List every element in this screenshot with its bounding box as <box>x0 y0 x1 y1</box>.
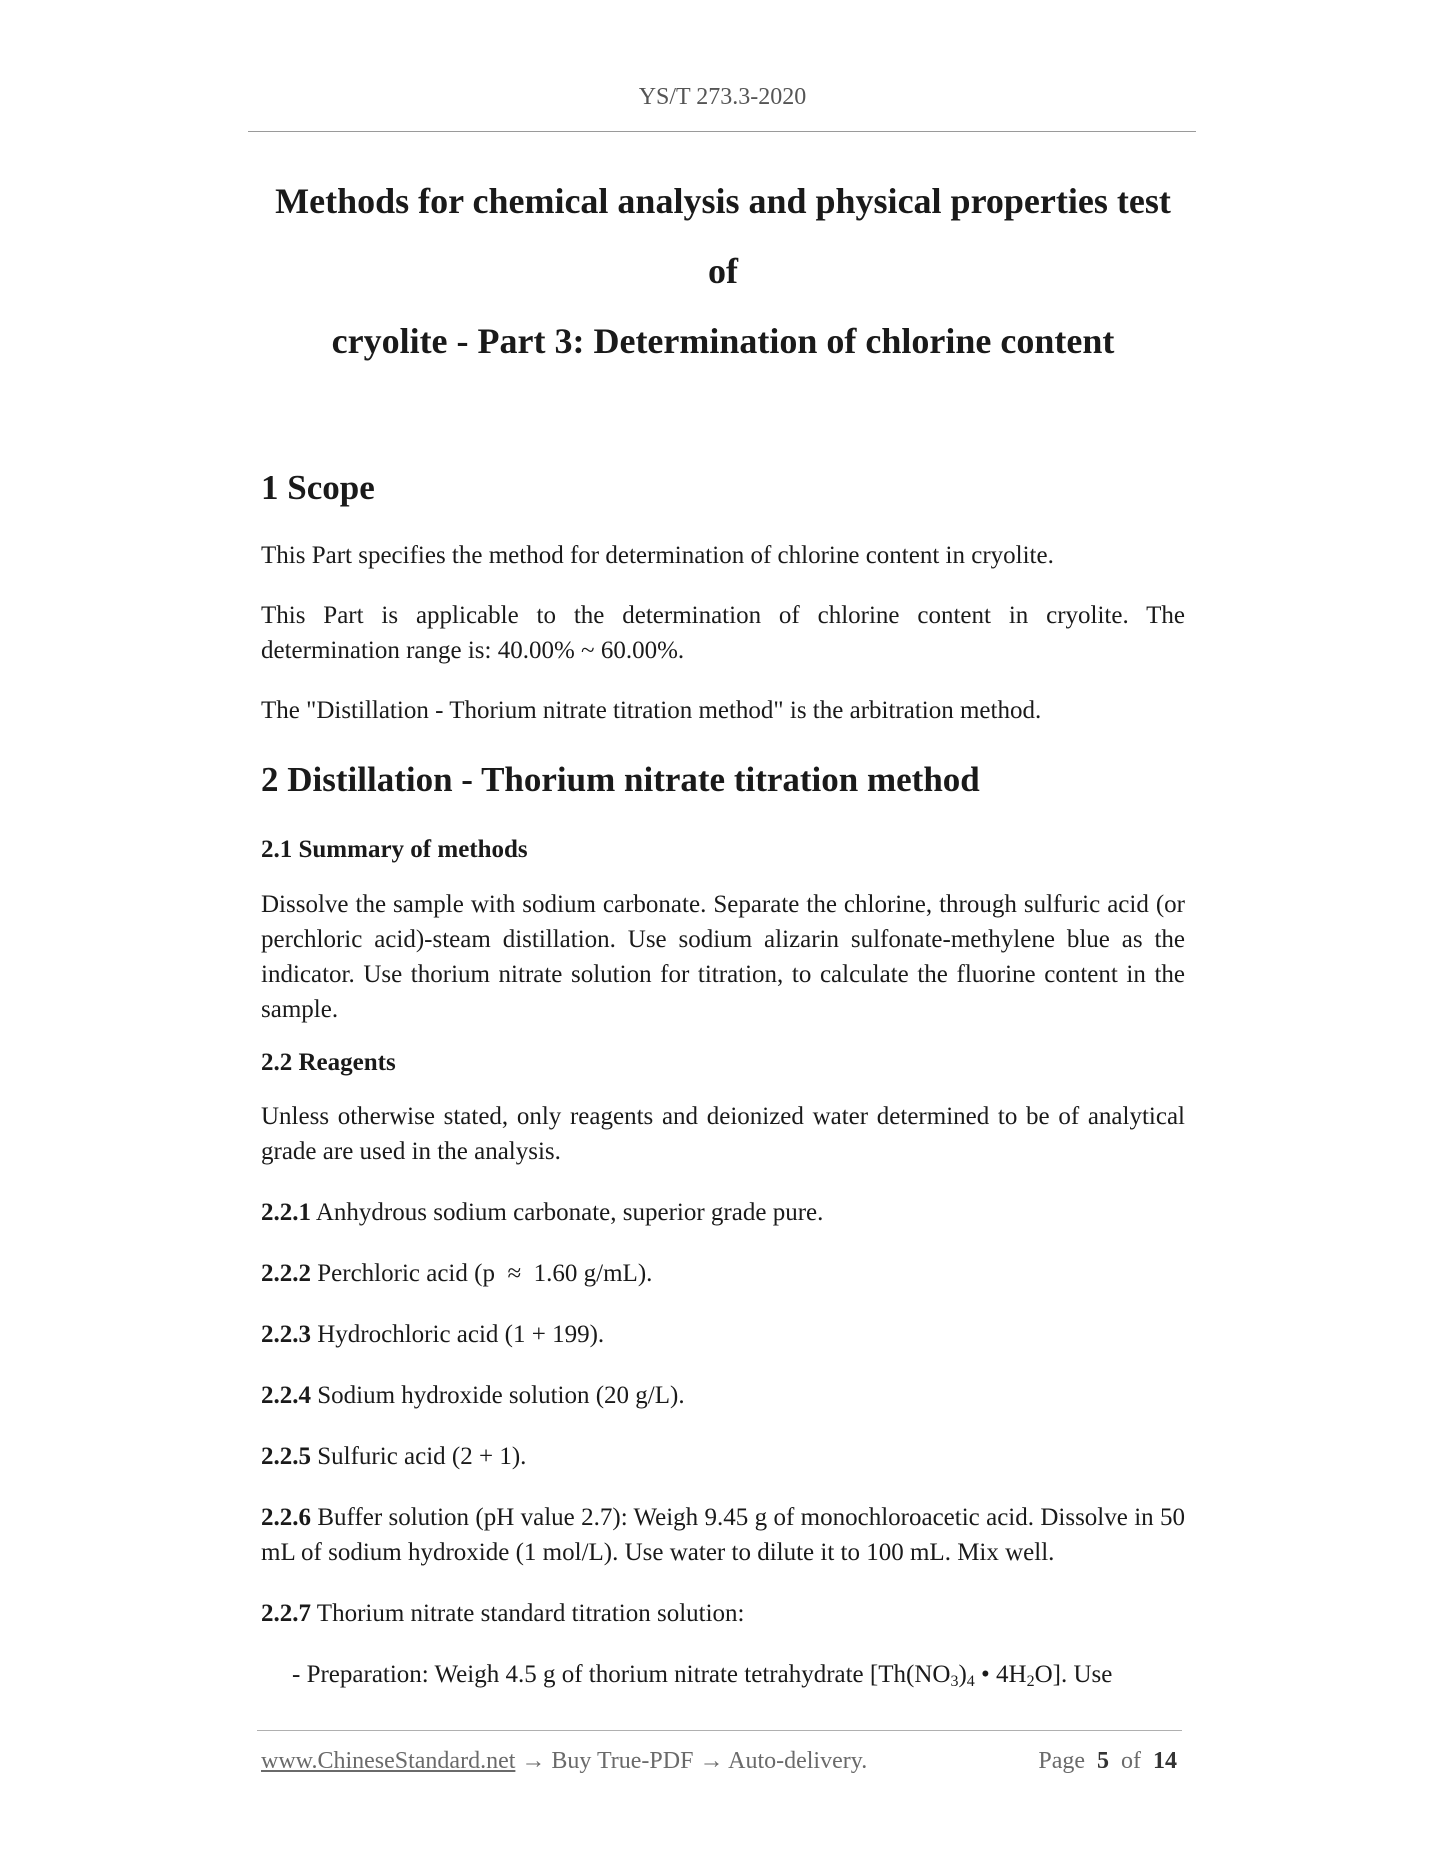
page-content <box>261 170 1185 1692</box>
reagent-item <box>261 1378 1185 1413</box>
reagent-number: 2.2.5 <box>261 1443 311 1470</box>
subscript-3: 3 <box>950 1673 959 1690</box>
of-label: of <box>1121 1748 1141 1774</box>
standard-code-header: YS/T 273.3-2020 <box>638 84 807 110</box>
title-line-1: Methods for chemical analysis and physical properties test of <box>275 181 1171 291</box>
page-indicator <box>1038 1748 1177 1775</box>
reagent-item <box>261 1500 1185 1570</box>
subscript-4: 4 <box>966 1673 975 1690</box>
scope-paragraph-1: This Part specifies the method for determination of chlorine content in cryolite. <box>261 542 1054 569</box>
footer-promo <box>261 1748 867 1775</box>
reagents-intro-paragraph: Unless otherwise stated, only reagents and deionized water determined to be of analytical grade are used in the analysis. <box>261 1103 1185 1165</box>
preparation-line <box>261 1657 1185 1692</box>
current-page-number: 5 <box>1097 1748 1109 1774</box>
section-2-1-heading: 2.1 Summary of methods <box>261 836 528 863</box>
reagent-number: 2.2.1 <box>261 1199 311 1226</box>
section-2-heading: 2 Distillation - Thorium nitrate titration method <box>261 760 980 799</box>
footer-tagline: → Buy True-PDF → Auto-delivery. <box>515 1748 868 1774</box>
preparation-text-b: ) <box>958 1661 967 1688</box>
scope-paragraph-2: This Part is applicable to the determination of chlorine content in cryolite. The determination range is: 40.00% ~ 60.00%. <box>261 602 1185 664</box>
reagent-item <box>261 1439 1185 1474</box>
total-pages: 14 <box>1153 1748 1177 1774</box>
reagent-text: Buffer solution (pH value 2.7): Weigh 9.45 g of monochloroacetic acid. Dissolve in 50 mL of sodium hydroxide (1 mol/L). Use water to dilute it to 100 mL. Mix well. <box>261 1504 1185 1566</box>
scope-paragraph-3: The "Distillation - Thorium nitrate titration method" is the arbitration method. <box>261 697 1042 724</box>
reagent-text: Sodium hydroxide solution (20 g/L). <box>311 1382 685 1409</box>
reagent-text: Anhydrous sodium carbonate, superior grade pure. <box>311 1199 824 1226</box>
reagent-text: Hydrochloric acid (1 + 199). <box>311 1321 605 1348</box>
header-divider <box>248 131 1196 132</box>
preparation-text-c: • 4H <box>974 1661 1027 1688</box>
preparation-text-d: O]. Use <box>1034 1661 1113 1688</box>
reagent-item <box>261 1596 1185 1631</box>
reagent-item <box>261 1317 1185 1352</box>
reagent-text: Sulfuric acid (2 + 1). <box>311 1443 527 1470</box>
reagent-text: Thorium nitrate standard titration solution: <box>311 1600 745 1627</box>
preparation-text-a: - Preparation: Weigh 4.5 g of thorium nitrate tetrahydrate [Th(NO <box>292 1661 951 1688</box>
reagent-number: 2.2.6 <box>261 1504 311 1531</box>
title-line-2: cryolite - Part 3: Determination of chlorine content <box>331 321 1115 361</box>
section-1-heading: 1 Scope <box>261 468 375 507</box>
reagent-number: 2.2.7 <box>261 1600 311 1627</box>
reagent-text: Perchloric acid (p ≈ 1.60 g/mL). <box>311 1260 653 1287</box>
page-label: Page <box>1038 1748 1085 1774</box>
document-title <box>261 166 1185 376</box>
reagent-number: 2.2.3 <box>261 1321 311 1348</box>
summary-paragraph: Dissolve the sample with sodium carbonate. Separate the chlorine, through sulfuric acid (or perchloric acid)-steam distillation. Use sodium alizarin sulfonate-methylene blue as the indicator. Use thorium nitrate solution for titration, to calculate the fluorine content in the sample. <box>261 891 1185 1023</box>
reagent-item <box>261 1256 1185 1291</box>
section-2-2-heading: 2.2 Reagents <box>261 1049 396 1076</box>
website-link[interactable]: www.ChineseStandard.net <box>261 1748 516 1774</box>
reagent-item <box>261 1195 1185 1230</box>
subscript-2: 2 <box>1026 1673 1035 1690</box>
footer-divider <box>257 1730 1182 1731</box>
reagent-number: 2.2.4 <box>261 1382 311 1409</box>
reagent-number: 2.2.2 <box>261 1260 311 1287</box>
